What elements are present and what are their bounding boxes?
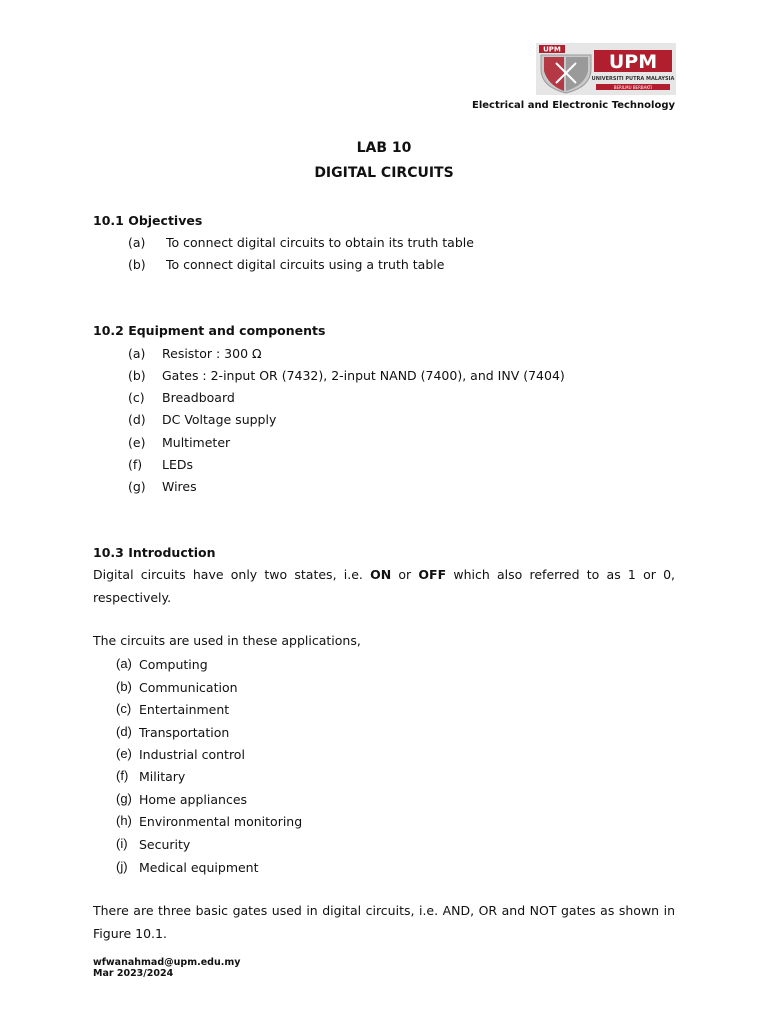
application-text: Entertainment	[139, 702, 230, 717]
equipment-heading: 10.2 Equipment and components	[93, 323, 326, 338]
application-text: Home appliances	[139, 792, 248, 807]
intro-paragraph: Digital circuits have only two states, i.e. ON or OFF which also referred to as 1 or 0, respectively.	[93, 567, 676, 605]
equipment-text: Resistor : 300 Ω	[162, 346, 262, 361]
application-text: Transportation	[139, 725, 230, 740]
application-label: (h)	[116, 813, 132, 828]
equipment-label: (c)	[128, 390, 145, 405]
equipment-text: Wires	[162, 479, 197, 494]
off-state: OFF	[418, 567, 447, 582]
equipment-text: Multimeter	[162, 435, 231, 450]
applications-intro: The circuits are used in these applications,	[93, 633, 361, 648]
equipment-text: Gates : 2-input OR (7432), 2-input NAND (7400), and INV (7404)	[162, 368, 565, 383]
application-label: (g)	[116, 791, 132, 806]
application-text: Communication	[139, 680, 238, 695]
equipment-label: (g)	[128, 479, 146, 494]
objective-label: (a)	[128, 235, 146, 250]
application-text: Computing	[139, 657, 208, 672]
objectives-heading: 10.1 Objectives	[93, 213, 203, 228]
equipment-label: (f)	[128, 457, 143, 472]
equipment-label: (e)	[128, 435, 146, 450]
logo-motto: BERILMU BERBAKTI	[613, 85, 653, 90]
application-label: (a)	[116, 656, 132, 671]
lab-title: DIGITAL CIRCUITS	[314, 165, 454, 181]
application-text: Industrial control	[139, 747, 245, 762]
on-state: ON	[370, 567, 392, 582]
equipment-label: (b)	[128, 368, 146, 383]
equipment-label: (a)	[128, 346, 146, 361]
author-email: wfwanahmad@upm.edu.my	[93, 957, 241, 968]
application-label: (i)	[116, 836, 128, 851]
application-label: (f)	[116, 768, 129, 783]
application-text: Medical equipment	[139, 860, 259, 875]
application-text: Military	[139, 769, 186, 784]
application-text: Security	[139, 837, 191, 852]
upm-logo	[536, 43, 676, 95]
equipment-text: DC Voltage supply	[162, 412, 277, 427]
document-date: Mar 2023/2024	[93, 968, 174, 979]
introduction-heading: 10.3 Introduction	[93, 545, 216, 560]
application-label: (b)	[116, 679, 132, 694]
application-label: (c)	[116, 701, 132, 716]
lab-number: LAB 10	[356, 140, 412, 156]
objective-label: (b)	[128, 257, 146, 272]
equipment-text: LEDs	[162, 457, 193, 472]
logo-small-text: UPM	[543, 45, 561, 54]
department-name: Electrical and Electronic Technology	[472, 100, 675, 111]
equipment-text: Breadboard	[162, 390, 235, 405]
logo-wordmark: UPM	[608, 51, 658, 73]
objective-text: To connect digital circuits to obtain its truth table	[166, 235, 474, 250]
logo-university-name: UNIVERSITI PUTRA MALAYSIA	[591, 76, 675, 82]
objective-text: To connect digital circuits using a truth table	[166, 257, 445, 272]
application-label: (e)	[116, 746, 132, 761]
equipment-label: (d)	[128, 412, 146, 427]
basic-gates-paragraph: There are three basic gates used in digital circuits, i.e. AND, OR and NOT gates as shown in Figure 10.1.	[93, 903, 675, 941]
application-label: (d)	[116, 724, 132, 739]
application-text: Environmental monitoring	[139, 814, 303, 829]
application-label: (j)	[116, 859, 128, 874]
